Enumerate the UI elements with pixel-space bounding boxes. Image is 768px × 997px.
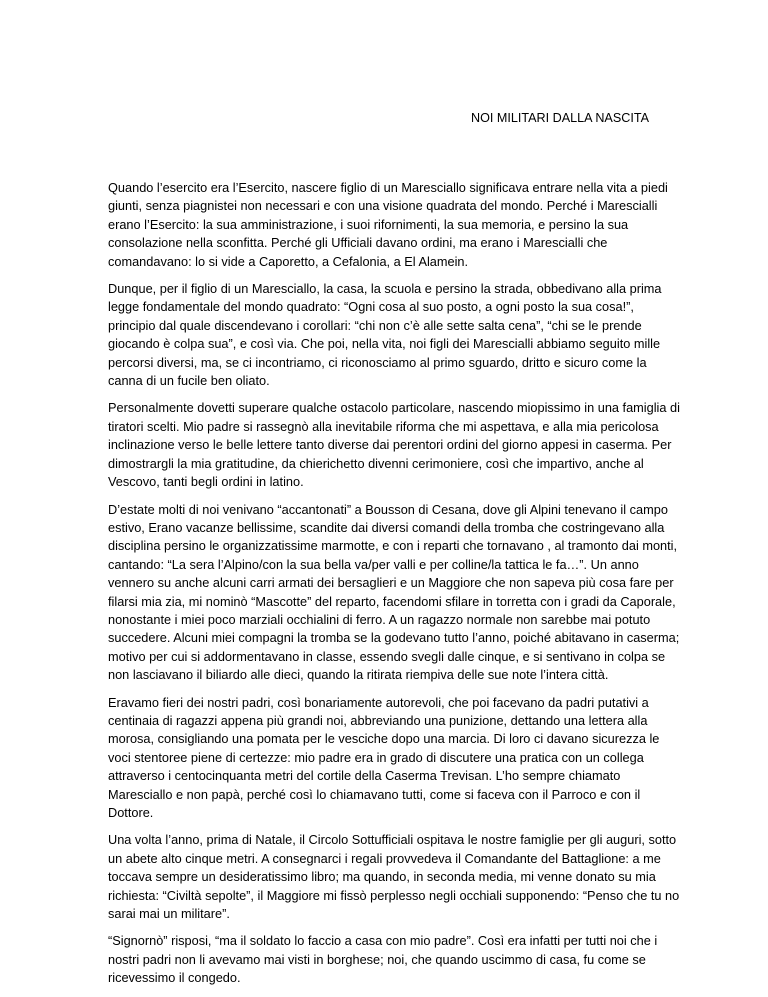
document-title: NOI MILITARI DALLA NASCITA [471,111,649,125]
paragraph: “Signornò” risposi, “ma il soldato lo faccio a casa con mio padre”. Così era infatti per tutti noi che i nostri padri non li avevamo mai visti in borghese; noi, che quando uscimmo di casa, fu come se ricevessimo il congedo. [108,933,658,986]
paragraph: Personalmente dovetti superare qualche ostacolo particolare, nascendo miopissimo in una famiglia di tiratori scelti. Mio padre si rassegnò alla inevitabile riforma che mi aspettava, e alla mia pericolosa inclinazione verso le belle lettere tanto diverse dai perentori ordini del giorno appesi in caserma. Per dimostrargli la mia gratitudine, da chierichetto divenni cerimoniere, così che impartivo, anche al Vescovo, tanti begli ordini in latino. [108,400,680,490]
paragraph: Quando l’esercito era l’Esercito, nascere figlio di un Maresciallo significava entrare nella vita a piedi giunti, senza piagnistei non necessari e con una visione quadrata del mondo. Perché i Marescialli erano l’Esercito: la sua amministrazione, i suoi rifornimenti, la sua memoria, e persino la sua consolazione nella sconfitta. Perché gli Ufficiali davano ordini, ma erano i Marescialli che comandavano: lo si vide a Caporetto, a Cefalonia, a El Alamein. [108,180,668,269]
document-body [108,179,684,997]
paragraph: Dunque, per il figlio di un Maresciallo, la casa, la scuola e persino la strada, obbedivano alla prima legge fondamentale del mondo quadrato: “Ogni cosa al suo posto, a ogni posto la sua cosa!”, principio dal quale discendevano i corollari: “chi non c’è alle sette salta cena”, “chi se le prende giocando è colpa sua”, e così via. Che poi, nella vita, noi figli dei Marescialli abbiamo seguito mille percorsi diversi, ma, se ci incontriamo, ci riconosciamo al primo sguardo, dritto e sicuro come la canna di un fucile ben oliato. [108,281,662,389]
paragraph: Una volta l’anno, prima di Natale, il Circolo Sottufficiali ospitava le nostre famiglie per gli auguri, sotto un abete alto cinque metri. A consegnarci i regali provvedeva il Comandante del Battaglione: a me toccava sempre un desideratissimo libro; ma quando, in seconda media, mi venne donato su mia richiesta: “Civiltà sepolte”, il Maggiore mi fissò perplesso negli occhiali supponendo: “Penso che tu no sarai mai un militare”. [108,832,680,922]
paragraph: Eravamo fieri dei nostri padri, così bonariamente autorevoli, che poi facevano da padri putativi a centinaia di ragazzi appena più grandi noi, abbreviando una punizione, dettando una lettera alla morosa, consigliando una pomata per le vesciche dopo una marcia. Di loro ci davano sicurezza le voci stentoree piene di certezze: mio padre era in grado di discutere una pratica con un collega attraverso i centocinquanta metri del cortile della Caserma Trevisan. L’ho sempre chiamato Maresciallo e non papà, perché così lo chiamavano tutti, come si faceva con il Parroco e con il Dottore. [108,694,660,820]
paragraph: D’estate molti di noi venivano “accantonati” a Bousson di Cesana, dove gli Alpini tenevano il campo estivo, Erano vacanze bellissime, scandite dai diversi comandi della tromba che costringevano alla disciplina persino le organizzatissime marmotte, e con i reparti che tornavano , al tramonto dai monti, cantando: “La sera l’Alpino/con la sua bella va/per valli e per colline/la tattica le fa…”. Un anno vennero su anche alcuni carri armati dei bersaglieri e un Maggiore che non sapeva più cosa fare per filarsi mia zia, mi nominò “Mascotte” del reparto, facendomi sfilare in torretta con i gradi da Caporale, nonostante i miei poco marziali occhialini di ferro. A un ragazzo normale non sarebbe mai potuto succedere. Alcuni miei compagni la tromba se la godevano tutto l’anno, poiché abitavano in caserma; motivo per cui si addormentavano in classe, essendo svegli dalle cinque, e si sentivano in colpa se non lasciavano il biliardo alle dieci, quando la ritirata riempiva delle sue note l’intera città. [108,501,680,683]
